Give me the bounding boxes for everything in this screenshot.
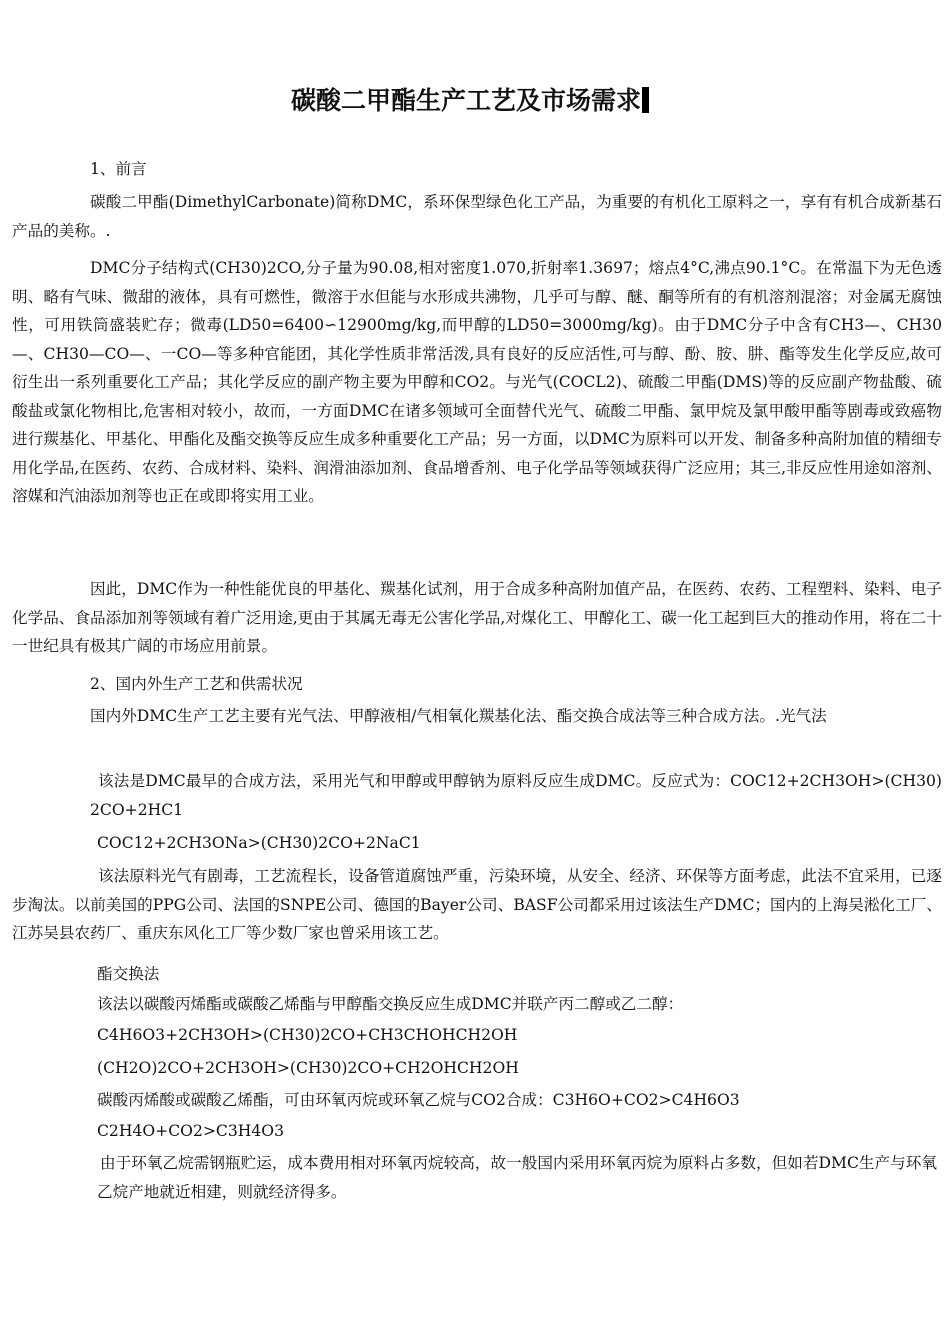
page-title	[291, 84, 671, 117]
title-text: 碳酸二甲酯生产工艺及市场需求	[291, 86, 642, 115]
paragraph-raw-material: 由于环氧乙烷需钢瓶贮运，成本费用相对环氧丙烷较高，故一般国内采用环氧丙烷为原料占多数，但如若DMC生产与环氧乙烷产地就近相建，则就经济得多。	[97, 1154, 937, 1201]
paragraph-carbonate-synthesis: 碳酸丙烯酸或碳酸乙烯酯，可由环氧丙烷或环氧乙烷与CO2合成：C3H6O+CO2>C4H6O3	[97, 1091, 740, 1109]
equation-phosgene-sodium: COC12+2CH3ONa>(CH30)2CO+2NaC1	[97, 834, 421, 852]
paragraph-applications: 因此，DMC作为一种性能优良的甲基化、羰基化试剂，用于合成多种高附加值产品，在医药、农药、工程塑料、染料、电子化学品、食品添加剂等领域有着广泛用途,更由于其属无毒无公害化学品,对煤化工、甲醇化工、碳一化工起到巨大的推动作用，将在二十一世纪具有极其广阔的市场应用前景。	[12, 580, 942, 655]
text-cursor	[642, 87, 649, 113]
paragraph-methods: 国内外DMC生产工艺主要有光气法、甲醇液相/气相氧化羰基化法、酯交换合成法等三种合成方法。.光气法	[90, 707, 827, 725]
paragraph-transesterification: 该法以碳酸丙烯酯或碳酸乙烯酯与甲醇酯交换反应生成DMC并联产丙二醇或乙二醇：	[97, 995, 684, 1013]
section-heading-process: 2、国内外生产工艺和供需状况	[90, 675, 303, 693]
equation-propylene-carbonate: C4H6O3+2CH3OH>(CH30)2CO+CH3CHOHCH2OH	[97, 1026, 518, 1044]
paragraph-intro: 碳酸二甲酯(DimethylCarbonate)简称DMC，系环保型绿色化工产品，为重要的有机化工原料之一，享有有机合成新基石产品的美称。.	[12, 193, 942, 240]
paragraph-phosgene: 该法是DMC最早的合成方法，采用光气和甲醇或甲醇钠为原料反应生成DMC。反应式为：COC12+2CH3OH>(CH30)2CO+2HC1	[90, 772, 942, 819]
paragraph-phosgene-drawbacks: 该法原料光气有剧毒，工艺流程长，设备管道腐蚀严重，污染环境，从安全、经济、环保等方面考虑，此法不宜采用，已逐步淘汰。以前美国的PPG公司、法国的SNPE公司、德国的Bayer公司、BASF公司都采用过该法生产DMC；国内的上海吴淞化工厂、江苏吴县农药厂、重庆东风化工厂等少数厂家也曾采用该工艺。	[12, 867, 942, 942]
section-heading-transesterification: 酯交换法	[97, 965, 160, 983]
section-heading-intro: 1、前言	[90, 160, 147, 178]
equation-ethylene-carbonate: (CH2O)2CO+2CH3OH>(CH30)2CO+CH2OHCH2OH	[97, 1059, 519, 1077]
paragraph-properties: DMC分子结构式(CH30)2CO,分子量为90.08,相对密度1.070,折射率1.3697；熔点4°C,沸点90.1°C。在常温下为无色透明、略有气味、微甜的液体，具有可燃性，微溶于水但能与水形成共沸物，几乎可与醇、醚、酮等所有的有机溶剂混溶；对金属无腐蚀性，可用铁筒盛装贮存；微毒(LD50=6400∽12900mg/kg,而甲醇的LD50=3000mg/kg)。由于DMC分子中含有CH3—、CH30—、CH30—CO—、一CO—等多种官能团，其化学性质非常活泼,具有良好的反应活性,可与醇、酚、胺、肼、酯等发生化学反应,故可衍生出一系列重要化工产品；其化学反应的副产物主要为甲醇和CO2。与光气(COCL2)、硫酸二甲酯(DMS)等的反应副产物盐酸、硫酸盐或氯化物相比,危害相对较小，故而，一方面DMC在诸多领域可全面替代光气、硫酸二甲酯、氯甲烷及氯甲酸甲酯等剧毒或致癌物进行羰基化、甲基化、甲酯化及酯交换等反应生成多种重要化工产品；另一方面，以DMC为原料可以开发、制备多种高附加值的精细专用化学品,在医药、农药、合成材料、染料、润滑油添加剂、食品增香剂、电子化学品等领域获得广泛应用；其三,非反应性用途如溶剂、溶媒和汽油添加剂等也正在或即将实用工业。	[12, 259, 942, 505]
equation-ethylene-oxide: C2H4O+CO2>C3H4O3	[97, 1122, 285, 1140]
